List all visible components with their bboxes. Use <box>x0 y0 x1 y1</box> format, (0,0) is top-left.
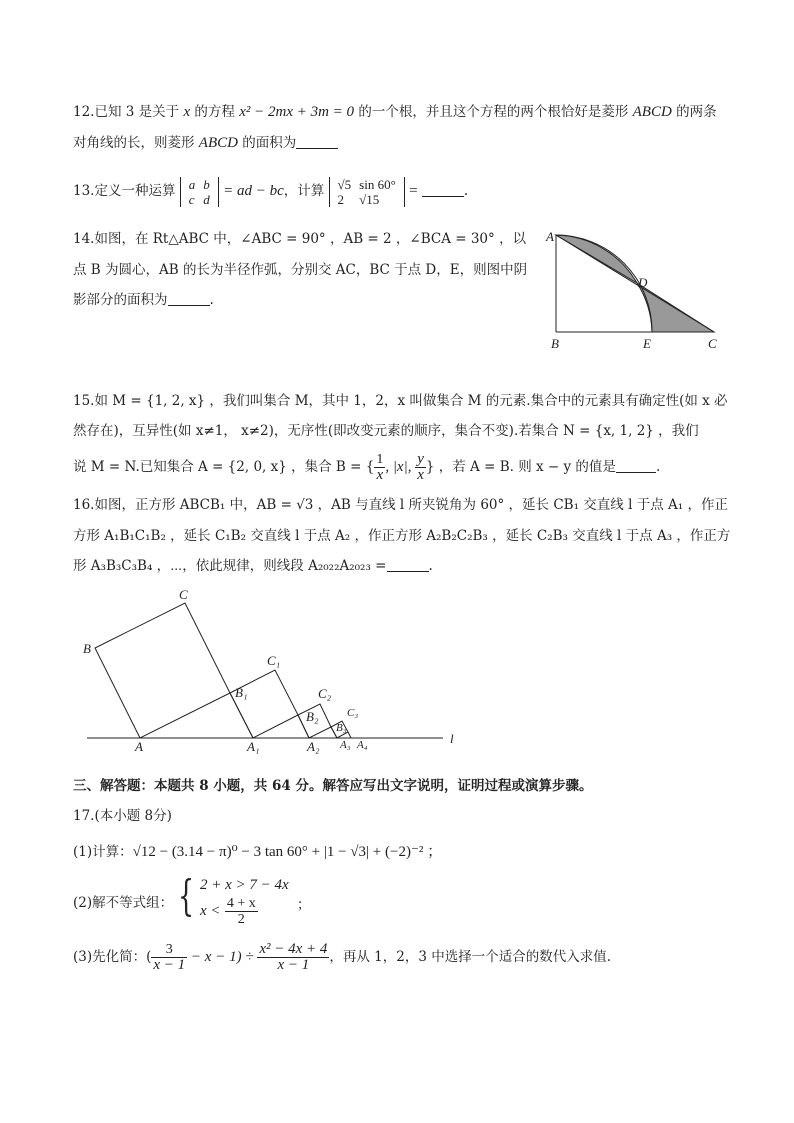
section-title: 三、解答题：本题共 8 小题，共 64 分。解答应写出文字说明，证明过程或演算步骤。 <box>73 778 593 794</box>
label-a4: A₄ <box>357 739 368 751</box>
square-abcb1 <box>95 603 230 738</box>
label-l: l <box>450 731 454 746</box>
label-a: A <box>135 739 143 754</box>
brace-icon: { <box>178 871 195 920</box>
q14-line2: 点 B 为圆心，AB 的长为半径作弧，分别交 AC，BC 于点 D，E，则图中阴 <box>73 262 528 278</box>
q12-line1: 12.已知 3 是关于 x 的方程 x² − 2mx + 3m = 0 的一个根，并且这个方程的两个根恰好是菱形 ABCD 的两条 <box>73 104 717 120</box>
q14-line1: 14.如图，在 Rt△ABC 中，∠ABC = 90° ，AB = 2 ，∠BCA = 30° ，以 <box>73 231 527 247</box>
q16-figure <box>75 585 475 760</box>
q17-part2-label: (2)解不等式组： <box>73 895 174 911</box>
label-e: E <box>643 336 651 351</box>
label-a: A <box>546 229 554 244</box>
q17-ineq2: x < $\frac{4 + x}{2}$ <box>200 896 256 927</box>
q15-line1: 15.如 M = {1, 2, x} ，我们叫集合 M，其中 1，2，x 叫做集合 M 的元素.集合中的元素具有确定性(如 x 必 <box>73 393 728 409</box>
label-b3: B₃ <box>336 722 347 734</box>
q15-line2: 然存在)，互异性(如 x≠1， x≠2)，无序性(即改变元素的顺序，集合不变).若集合 N = {x, 1, 2} ，我们 <box>73 423 699 439</box>
q16-line1: 16.如图，正方形 ABCB₁ 中，AB = √3 ，AB 与直线 l 所夹锐角为 60° ，延长 CB₁ 交直线 l 于点 A₁ ，作正 <box>73 497 728 513</box>
label-c3: C₃ <box>347 707 359 719</box>
answer-blank <box>296 134 338 149</box>
q16-line3: 形 A₃B₃C₃B₄ ，⋯，依此规律，则线段 A₂₀₂₂A₂₀₂₃ = . <box>73 558 433 574</box>
label-a2: A₂ <box>307 739 320 754</box>
label-b: B <box>551 336 559 351</box>
label-c: C <box>179 587 188 602</box>
label-c2: C₂ <box>318 686 332 701</box>
determinant-compute: √5 sin 60° 2 √15 <box>329 177 405 207</box>
q14-figure <box>540 225 730 355</box>
determinant-definition: a b c d <box>180 177 219 207</box>
square-a1b1c1b2 <box>230 670 298 738</box>
q17-part3: (3)先化简：( $\frac{3}{x - 1}$ − x − 1) ÷ $\frac{\text{x² − 4x + 4}}{x - 1}$ ，再从 1，2，3 中选择一个适合的数代入求值. <box>73 941 612 973</box>
label-b: B <box>83 641 91 656</box>
label-b2: B₂ <box>306 709 319 724</box>
q12-equation: x² − 2mx + 3m = 0 <box>239 104 355 120</box>
q13-line: 13.定义一种运算 a b c d = ad − bc，计算 √5 sin 60° 2 √15 = . <box>73 176 469 207</box>
q17-header: 17.(本小题 8分) <box>73 808 172 824</box>
label-c1: C₁ <box>267 653 281 668</box>
answer-blank <box>616 458 656 473</box>
answer-blank <box>168 291 210 306</box>
answer-blank <box>387 557 429 572</box>
label-d: D <box>638 275 648 290</box>
q17-part1: (1)计算：√12 − (3.14 − π)⁰ − 3 tan 60° + |1 − √3| + (−2)⁻² ； <box>73 844 443 860</box>
q14-line3: 影部分的面积为 . <box>73 292 214 308</box>
label-a1: A₁ <box>247 739 260 754</box>
q17-ineq1: 2 + x > 7 − 4x <box>200 877 289 893</box>
label-b1: B₁ <box>235 685 248 700</box>
q16-line2: 方形 A₁B₁C₁B₂ ，延长 C₁B₂ 交直线 l 于点 A₂ ，作正方形 A₂B₂C₂B₃ ，延长 C₂B₃ 交直线 l 于点 A₃ ，作正方 <box>73 528 731 544</box>
label-c: C <box>708 336 717 351</box>
label-a3: A₃ <box>340 739 351 751</box>
answer-blank <box>422 182 464 197</box>
segment-ac <box>556 235 714 332</box>
q12-line2: 对角线的长，则菱形 ABCD 的面积为 <box>73 134 338 152</box>
q15-line3: 说 M = N.已知集合 A = {2, 0, x} ，集合 B = { $\frac{1}{x}$ , |x|, $\frac{y}{x}$ } ，若 A = B. 则 x − y 的值是 . <box>73 451 661 483</box>
